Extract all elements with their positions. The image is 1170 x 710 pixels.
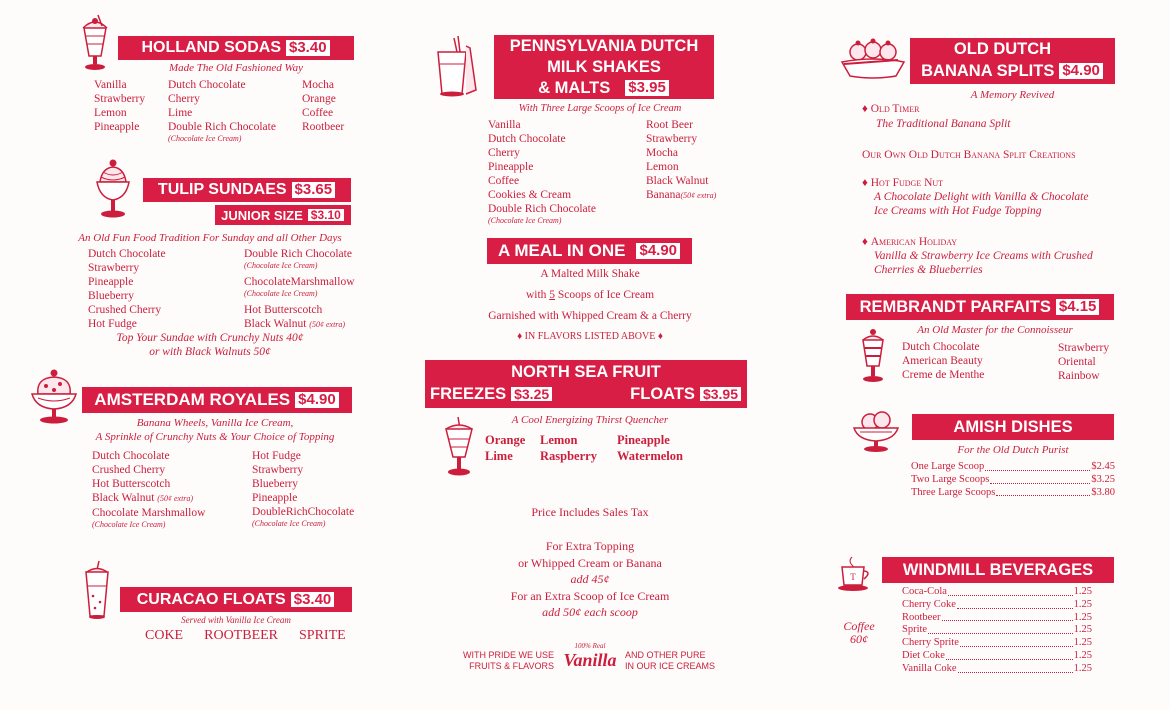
amsterdam-royales-price: $4.90 [294, 391, 340, 409]
list-item: Hot Butterscotch [244, 304, 323, 316]
ice-cream-dish-icon [852, 410, 900, 454]
diamond-bullet-icon: ♦ [862, 236, 871, 248]
curacao-floats-title: CURACAO FLOATS [136, 590, 286, 608]
coffee-price: 60¢ [850, 632, 868, 646]
meal-line1: A Malted Milk Shake [540, 268, 640, 280]
windmill-beverages-title: WINDMILL BEVERAGES [902, 560, 1094, 579]
meal-in-one-header [487, 238, 692, 264]
list-item: Lime [168, 107, 193, 119]
old-timer-name: Old Timer [870, 103, 920, 115]
rembrandt-subtitle: An Old Master for the Connoisseur [917, 324, 1073, 336]
list-item: Coffee [302, 107, 334, 119]
row-price: 1.25 [1073, 662, 1092, 674]
sundae-glass-icon [94, 158, 132, 220]
list-note: (Chocolate Ice Cream) [244, 289, 318, 298]
table-row [911, 487, 1115, 500]
amish-price-list [911, 461, 1115, 499]
list-item: Vanilla [94, 79, 127, 91]
amish-dishes-header [912, 414, 1114, 440]
amsterdam-royales-title: AMSTERDAM ROYALES [94, 390, 291, 409]
rembrandt-col1 [902, 340, 984, 382]
soda-glass-icon [78, 14, 112, 72]
extra-line3: add 45¢ [570, 572, 610, 586]
vanilla-logo-small: 100% Real [574, 642, 606, 650]
penn-dutch-header [494, 35, 714, 99]
svg-text:T: T [850, 572, 856, 582]
pride-left-line1: WITH PRIDE WE USE [462, 650, 554, 660]
list-item: Watermelon [617, 449, 683, 463]
amsterdam-col2 [252, 449, 354, 528]
rembrandt-parfaits-title: REMBRANDT PARFAITS [859, 297, 1051, 316]
row-label: Diet Coke [902, 649, 945, 661]
american-holiday-desc2: Cherries & Blueberries [874, 264, 983, 276]
list-item: Mocha [646, 147, 678, 159]
list-item: Coffee [488, 175, 520, 187]
pride-left [450, 650, 554, 672]
fruit-float-glass-icon [442, 415, 476, 479]
float-glass-icon [82, 560, 112, 622]
rembrandt-parfaits-price: $4.15 [1055, 298, 1101, 316]
tulip-topping-line2: or with Black Walnuts 50¢ [149, 346, 271, 358]
table-row [902, 650, 1092, 663]
list-item: Blueberry [252, 478, 298, 490]
holland-col3 [302, 78, 344, 134]
vanilla-logo [557, 642, 623, 670]
list-item: Crushed Cherry [92, 464, 166, 476]
amsterdam-royales-header [82, 387, 352, 413]
penn-dutch-title-line3 [538, 78, 670, 99]
list-item: Lemon [646, 161, 679, 173]
penn-dutch-title3-text: & MALTS [538, 78, 611, 97]
list-item [244, 317, 355, 332]
list-item: Vanilla [488, 119, 521, 131]
list-note: (Chocolate Ice Cream) [244, 261, 318, 270]
list-item: Dutch Chocolate [902, 341, 980, 353]
list-item: Cookies & Cream [488, 189, 572, 201]
list-note: (50¢ extra) [680, 191, 717, 200]
north-sea-col2 [540, 432, 597, 464]
rembrandt-parfaits-header [846, 294, 1114, 320]
penn-dutch-title-line2: MILK SHAKES [547, 57, 661, 76]
list-item: SPRITE [299, 628, 346, 643]
table-row [902, 637, 1092, 650]
meal-in-one-title: A MEAL IN ONE [497, 241, 626, 260]
list-item [646, 188, 716, 203]
row-label: Cherry Coke [902, 598, 956, 610]
american-holiday-name: American Holiday [870, 236, 958, 248]
coffee-label: Coffee [843, 619, 875, 633]
floats-group [630, 384, 742, 404]
tulip-sundaes-title: TULIP SUNDAES [157, 181, 287, 198]
list-item: Strawberry [88, 262, 140, 274]
amsterdam-col1 [92, 449, 205, 529]
floats-label: FLOATS [630, 385, 695, 403]
holland-sodas-title: HOLLAND SODAS [141, 39, 281, 56]
sales-tax-note: Price Includes Sales Tax [531, 505, 649, 519]
hot-fudge-nut-name: Hot Fudge Nut [870, 177, 944, 189]
list-note: (50¢ extra) [157, 494, 194, 503]
row-label: Sprite [902, 624, 928, 636]
floats-price: $3.95 [699, 386, 742, 403]
old-timer-desc: The Traditional Banana Split [876, 118, 1011, 130]
curacao-subtitle: Served with Vanilla Ice Cream [181, 615, 291, 625]
pride-right [625, 650, 715, 672]
list-note: (Chocolate Ice Cream) [92, 520, 166, 529]
tulip-topping-line1: Top Your Sundae with Crunchy Nuts 40¢ [116, 332, 304, 344]
list-item: Double Rich Chocolate [488, 203, 596, 215]
junior-size-header [215, 205, 351, 225]
table-row [902, 612, 1092, 625]
list-item: Cherry [488, 147, 520, 159]
coffee-cup-icon [836, 555, 878, 595]
extra-line5: add 50¢ each scoop [542, 605, 638, 619]
north-sea-title: NORTH SEA FRUIT [511, 363, 661, 381]
holland-col2 [168, 78, 276, 143]
list-item: Double Rich Chocolate [168, 121, 276, 133]
tulip-sundaes-price: $3.65 [291, 181, 337, 199]
list-item: Oriental [1058, 356, 1096, 368]
list-item: Lime [485, 449, 513, 463]
list-item-label: Black Walnut [92, 492, 155, 504]
list-item: Hot Butterscotch [92, 478, 171, 490]
meal-line4: ♦ IN FLAVORS LISTED ABOVE ♦ [517, 331, 663, 342]
row-price: $2.45 [1091, 461, 1115, 472]
freezes-label: FREEZES [430, 385, 507, 403]
banana-subtitle: A Memory Revived [970, 89, 1055, 101]
holland-sodas-header [118, 36, 354, 60]
milkshake-glass-icon [432, 36, 482, 98]
curacao-floats-header [120, 587, 352, 612]
banana-splits-title2-text: BANANA SPLITS [921, 62, 1055, 80]
pride-right-line1: AND OTHER PURE [625, 650, 706, 660]
extra-line2: or Whipped Cream or Banana [518, 555, 662, 570]
table-row [902, 586, 1092, 599]
amish-subtitle: For the Old Dutch Purist [957, 444, 1069, 456]
penn-col2 [646, 118, 716, 203]
penn-subtitle: With Three Large Scoops of Ice Cream [518, 103, 682, 114]
list-note: (Chocolate Ice Cream) [168, 134, 242, 143]
list-item: Pineapple [488, 161, 534, 173]
old-timer-name-row [862, 102, 1011, 117]
list-item: Chocolate Marshmallow [92, 507, 206, 519]
list-item: Pineapple [617, 433, 670, 447]
list-item: Crushed Cherry [88, 304, 162, 316]
list-item: ROOTBEER [204, 628, 279, 643]
list-item: ChocolateMarshmallow [244, 276, 355, 288]
banana-creations-heading: Our Own Old Dutch Banana Split Creations [862, 149, 1076, 161]
penn-col1 [488, 118, 596, 225]
row-price: 1.25 [1073, 598, 1092, 610]
vanilla-logo-text: Vanilla [563, 650, 617, 670]
north-sea-prices [425, 384, 747, 404]
list-item: Lemon [540, 433, 578, 447]
list-note: (Chocolate Ice Cream) [252, 519, 326, 528]
row-label: Vanilla Coke [902, 662, 957, 674]
banana-splits-header [910, 38, 1115, 84]
old-timer-item [862, 102, 1011, 132]
list-item: Dutch Chocolate [92, 450, 170, 462]
row-price: 1.25 [1073, 649, 1092, 661]
holland-sodas-price: $3.40 [285, 39, 331, 57]
list-item [92, 491, 205, 506]
pride-left-line2: FRUITS & FLAVORS [469, 661, 554, 671]
list-item: Pineapple [88, 276, 134, 288]
list-item: Mocha [302, 79, 334, 91]
diamond-bullet-icon: ♦ [862, 103, 871, 115]
amish-dishes-title: AMISH DISHES [953, 417, 1073, 436]
list-item: Pineapple [94, 121, 140, 133]
banana-split-icon [838, 38, 908, 82]
junior-size-price: $3.10 [307, 208, 345, 223]
freezes-price: $3.25 [510, 386, 553, 403]
list-item: Strawberry [94, 93, 146, 105]
table-row [911, 474, 1115, 487]
meal-in-one-price: $4.90 [635, 242, 681, 260]
row-label: Three Large Scoops [911, 486, 996, 498]
table-row [902, 663, 1092, 676]
list-note: (50¢ extra) [309, 320, 346, 329]
beverage-price-list [902, 586, 1092, 676]
holland-col1 [94, 78, 145, 134]
row-price: 1.25 [1073, 611, 1092, 623]
amsterdam-subtitle2: A Sprinkle of Crunchy Nuts & Your Choice of Topping [95, 431, 335, 443]
north-sea-subtitle: A Cool Energizing Thirst Quencher [511, 414, 669, 426]
row-label: Two Large Scoops [911, 473, 990, 485]
tulip-col1 [88, 247, 166, 331]
banana-splits-title-line2 [910, 60, 1115, 82]
list-item: Strawberry [1058, 342, 1110, 354]
list-item: Lemon [94, 107, 127, 119]
meal-scoop-count: 5 [549, 289, 556, 301]
hot-fudge-desc1: A Chocolate Delight with Vanilla & Chocolate [874, 191, 1089, 203]
tulip-col2 [244, 247, 355, 332]
penn-dutch-price: $3.95 [624, 79, 670, 97]
list-item: Black Walnut [646, 175, 709, 187]
list-item: Dutch Chocolate [88, 248, 166, 260]
tulip-sundaes-header [143, 178, 351, 202]
pride-right-line2: IN OUR ICE CREAMS [625, 661, 716, 671]
banana-splits-price: $4.90 [1058, 62, 1104, 80]
row-price: 1.25 [1073, 624, 1092, 636]
meal-line2 [440, 289, 740, 301]
north-sea-header [425, 360, 747, 408]
rembrandt-col2 [1058, 341, 1109, 383]
hot-fudge-desc2: Ice Creams with Hot Fudge Topping [874, 205, 1042, 217]
american-holiday-item [862, 235, 1093, 277]
amsterdam-subtitle1: Banana Wheels, Vanilla Ice Cream, [136, 417, 294, 429]
list-item: Creme de Menthe [902, 369, 985, 381]
list-item: Strawberry [252, 464, 304, 476]
list-item: Strawberry [646, 133, 698, 145]
meal-line2-pre: with [525, 289, 550, 301]
list-item: Rainbow [1058, 370, 1100, 382]
row-price: 1.25 [1073, 637, 1092, 649]
list-item: Rootbeer [302, 121, 345, 133]
row-label: Rootbeer [902, 611, 941, 623]
row-label: Coca-Cola [902, 586, 947, 597]
american-holiday-desc1: Vanilla & Strawberry Ice Creams with Crushed [874, 250, 1093, 262]
north-sea-col3 [617, 432, 683, 464]
list-note: (Chocolate Ice Cream) [488, 216, 562, 225]
extra-line4: For an Extra Scoop of Ice Cream [510, 588, 670, 603]
hot-fudge-nut-item [862, 176, 1088, 218]
table-row [902, 624, 1092, 637]
list-item: Root Beer [646, 119, 693, 131]
table-row [902, 599, 1092, 612]
hot-fudge-name-row [862, 176, 1088, 190]
curacao-floats-price: $3.40 [290, 591, 336, 609]
list-item: DoubleRichChocolate [252, 506, 355, 518]
row-price: $3.80 [1091, 486, 1115, 498]
list-item: Dutch Chocolate [488, 133, 566, 145]
meal-line3: Garnished with Whipped Cream & a Cherry [488, 310, 692, 322]
list-item: Pineapple [252, 492, 298, 504]
list-item-label: Banana [646, 189, 681, 201]
banana-splits-title-line1: OLD DUTCH [953, 40, 1052, 58]
table-row [911, 461, 1115, 474]
penn-dutch-title-line1: PENNSYLVANIA DUTCH [509, 36, 699, 55]
row-price: $3.25 [1091, 473, 1115, 485]
north-sea-col1 [485, 432, 525, 464]
row-label: One Large Scoop [911, 461, 985, 472]
list-item: Dutch Chocolate [168, 79, 246, 91]
list-item: Double Rich Chocolate [244, 248, 352, 260]
junior-size-label: JUNIOR SIZE [221, 207, 303, 223]
coffee-price-note [832, 620, 886, 646]
list-item: COKE [145, 628, 184, 643]
parfait-glass-icon [858, 328, 888, 386]
curacao-flavors [145, 628, 346, 644]
freezes-group [430, 384, 553, 404]
tulip-subtitle: An Old Fun Food Tradition For Sunday and all Other Days [78, 232, 342, 244]
row-price: 1.25 [1073, 586, 1092, 597]
list-item: Orange [485, 433, 526, 447]
list-item: Cherry [168, 93, 200, 105]
list-item: Hot Fudge [88, 318, 137, 330]
list-item: Blueberry [88, 290, 134, 302]
list-item: Raspberry [540, 449, 597, 463]
meal-line2-post: Scoops of Ice Cream [555, 289, 655, 301]
extra-line1: For Extra Topping [545, 539, 635, 553]
windmill-beverages-header [882, 557, 1114, 583]
list-item: American Beauty [902, 355, 983, 367]
list-item: Orange [302, 93, 336, 105]
row-label: Cherry Sprite [902, 637, 959, 649]
holland-subtitle: Made The Old Fashioned Way [168, 62, 304, 74]
extra-topping-block [440, 538, 740, 621]
diamond-bullet-icon: ♦ [862, 177, 871, 189]
american-holiday-name-row [862, 235, 1093, 249]
list-item: Hot Fudge [252, 450, 301, 462]
list-item-label: Black Walnut [244, 318, 307, 330]
